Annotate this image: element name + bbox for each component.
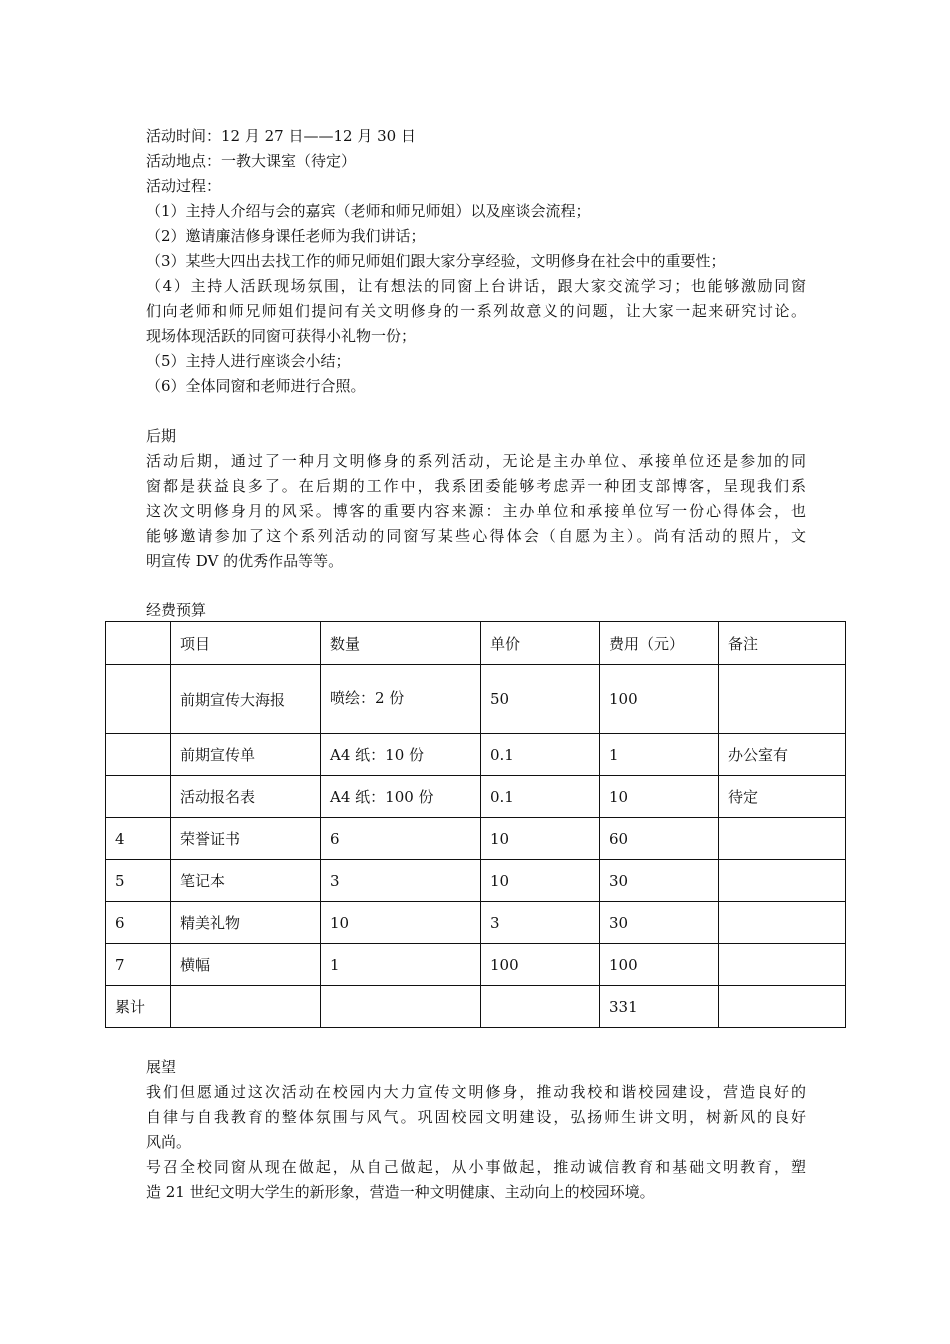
later-paragraph-line: 活动后期，通过了一种月文明修身的系列活动，无论是主办单位、承接单位还是参加的同 [146,452,806,470]
later-heading: 后期 [146,427,177,445]
outlook-heading: 展望 [146,1058,177,1076]
table-cell: 1 [321,944,481,986]
table-cell: 荣誉证书 [171,818,321,860]
table-cell: 10 [481,860,600,902]
table-header-row [106,622,846,665]
table-cell: 横幅 [171,944,321,986]
header-cell-item: 项目 [171,622,321,665]
table-cell [719,860,846,902]
table-cell: A4 纸：100 份 [321,776,481,818]
table-cell [719,818,846,860]
table-cell: 50 [481,665,600,734]
header-cell-cost: 费用（元） [600,622,719,665]
budget-heading: 经费预算 [146,601,207,619]
outlook-paragraph-line: 我们但愿通过这次活动在校园内大力宣传文明修身，推动我校和谐校园建设，营造良好的 [146,1083,806,1101]
table-cell [719,944,846,986]
table-cell: 60 [600,818,719,860]
budget-table [105,621,846,1028]
table-cell [481,986,600,1028]
table-cell [171,986,321,1028]
table-cell: 活动报名表 [171,776,321,818]
table-cell: 精美礼物 [171,902,321,944]
process-step: （3）某些大四出去找工作的师兄师姐们跟大家分享经验，文明修身在社会中的重要性； [146,252,726,270]
table-cell: 前期宣传单 [171,734,321,776]
table-cell: 30 [600,860,719,902]
table-row [106,818,846,860]
table-total-row [106,986,846,1028]
table-row [106,860,846,902]
table-cell: 331 [600,986,719,1028]
table-cell: 3 [481,902,600,944]
table-cell [321,986,481,1028]
table-cell: 100 [481,944,600,986]
table-cell: 4 [106,818,171,860]
header-cell-unit-price: 单价 [481,622,600,665]
header-cell-index [106,622,171,665]
outlook-paragraph-line: 号召全校同窗从现在做起，从自己做起，从小事做起，推动诚信教育和基础文明教育，塑 [146,1158,806,1176]
process-step: （5）主持人进行座谈会小结； [146,352,351,370]
activity-time: 活动时间：12 月 27 日——12 月 30 日 [146,127,416,145]
process-step: （1）主持人介绍与会的嘉宾（老师和师兄师姐）以及座谈会流程； [146,202,591,220]
process-step: （4）主持人活跃现场氛围，让有想法的同窗上台讲话，跟大家交流学习；也能够激励同窗 [146,277,806,295]
table-cell: 3 [321,860,481,902]
process-step: 们向老师和师兄师姐们提问有关文明修身的一系列故意义的问题，让大家一起来研究讨论。 [146,302,806,320]
later-paragraph-line: 明宣传 DV 的优秀作品等等。 [146,552,344,570]
later-paragraph-line: 窗都是获益良多了。在后期的工作中，我系团委能够考虑弄一种团支部博客，呈现我们系 [146,477,806,495]
process-step: 现场体现活跃的同窗可获得小礼物一份； [146,327,417,345]
table-cell: 6 [321,818,481,860]
table-cell [106,665,171,734]
table-cell: 7 [106,944,171,986]
table-cell: 1 [600,734,719,776]
table-cell: 喷绘：2 份 [321,665,481,734]
later-paragraph-line: 这次文明修身月的风采。博客的重要内容来源：主办单位和承接单位写一份心得体会，也 [146,502,806,520]
table-cell: 30 [600,902,719,944]
table-cell: 10 [481,818,600,860]
table-cell: 0.1 [481,776,600,818]
table-cell: 待定 [719,776,846,818]
table-cell: 0.1 [481,734,600,776]
table-cell [719,665,846,734]
table-row [106,944,846,986]
outlook-paragraph-line: 自律与自我教育的整体氛围与风气。巩固校园文明建设，弘扬师生讲文明，树新风的良好 [146,1108,806,1126]
outlook-paragraph-line: 造 21 世纪文明大学生的新形象，营造一种文明健康、主动向上的校园环境。 [146,1183,655,1201]
table-cell: 前期宣传大海报 [171,665,321,734]
table-cell [106,776,171,818]
later-paragraph-line: 能够邀请参加了这个系列活动的同窗写某些心得体会（自愿为主）。尚有活动的照片，文 [146,527,806,545]
table-cell [106,734,171,776]
table-cell: 100 [600,944,719,986]
outlook-paragraph-line: 风尚。 [146,1133,192,1151]
header-cell-quantity: 数量 [321,622,481,665]
table-row [106,902,846,944]
table-cell: 10 [321,902,481,944]
table-cell: A4 纸：10 份 [321,734,481,776]
table-cell: 办公室有 [719,734,846,776]
table-cell: 6 [106,902,171,944]
table-cell: 10 [600,776,719,818]
table-cell: 累计 [106,986,171,1028]
process-step: （6）全体同窗和老师进行合照。 [146,377,366,395]
activity-place: 活动地点：一教大课室（待定） [146,152,357,170]
activity-process-label: 活动过程： [146,177,222,195]
table-cell: 5 [106,860,171,902]
header-cell-note: 备注 [719,622,846,665]
table-row [106,734,846,776]
table-cell [719,986,846,1028]
table-cell: 笔记本 [171,860,321,902]
table-cell: 100 [600,665,719,734]
table-cell [719,902,846,944]
process-step: （2）邀请廉洁修身课任老师为我们讲话； [146,227,426,245]
table-row [106,776,846,818]
table-row [106,665,846,734]
